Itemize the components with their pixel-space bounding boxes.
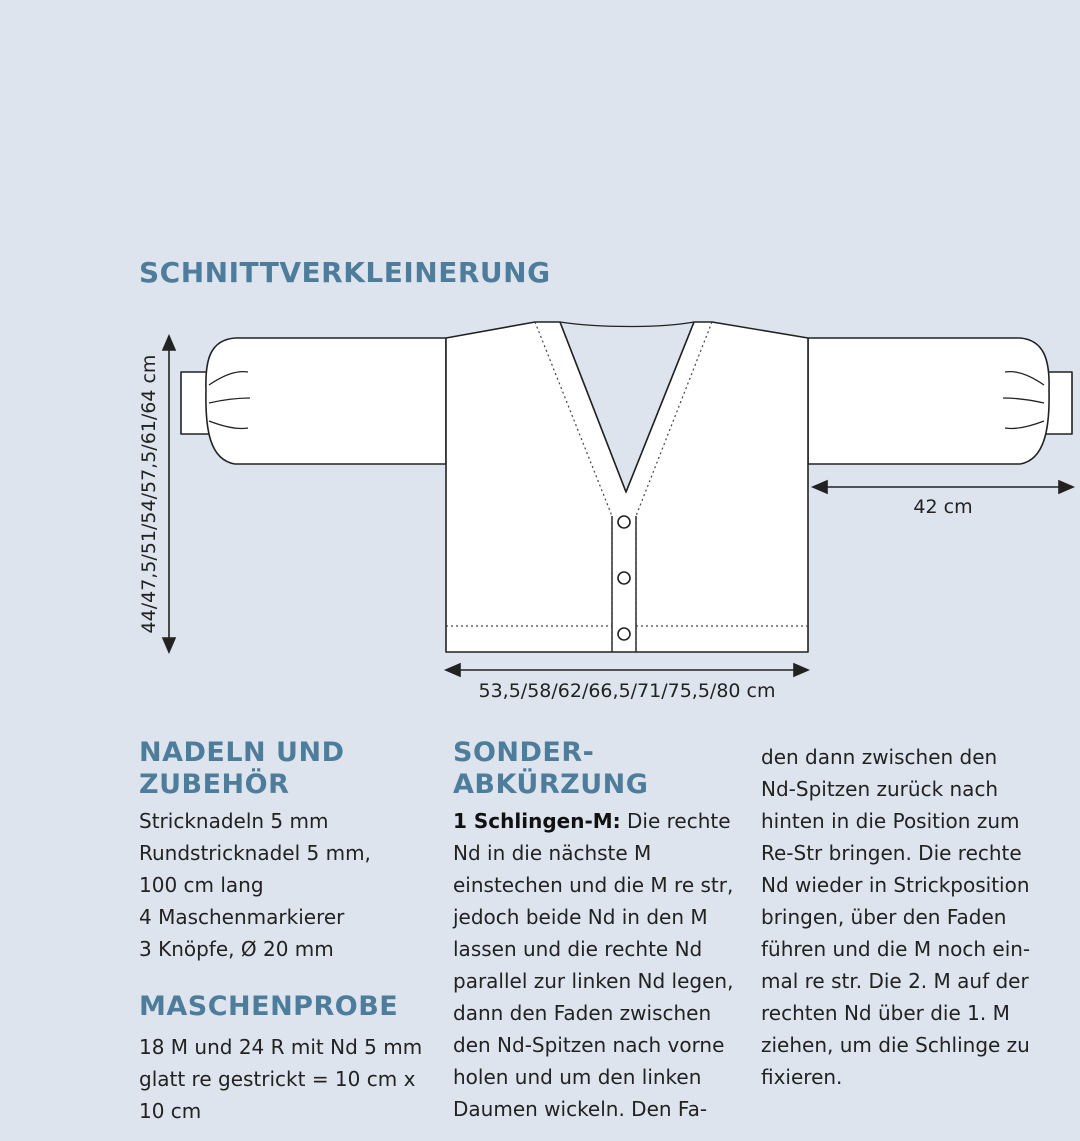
list-item: 3 Knöpfe, Ø 20 mm: [139, 937, 334, 961]
maschenprobe-heading: MASCHENPROBE: [139, 991, 399, 1022]
text-line: glatt re gestrickt = 10 cm x: [139, 1067, 416, 1091]
left-cuff: [181, 372, 209, 434]
cardigan-body: [446, 322, 808, 652]
nadeln-list: [139, 805, 371, 965]
sleeve-dimension: 42 cm: [913, 496, 973, 518]
text-line: ziehen, um die Schlinge zu: [761, 1033, 1030, 1057]
left-sleeve: [206, 338, 446, 464]
term-text: Die rechte: [620, 809, 731, 833]
continued-text: [761, 741, 1030, 1093]
text-line: Nd-Spitzen zurück nach: [761, 777, 999, 801]
sonder-heading-line2: ABKÜRZUNG: [453, 769, 649, 800]
maschenprobe-text: [139, 1031, 422, 1127]
sonder-text: [453, 805, 733, 1125]
text-line: einstechen und die M re str,: [453, 873, 734, 897]
nadeln-heading-line2: ZUBEHÖR: [139, 769, 290, 800]
width-dimension: 53,5/58/62/66,5/71/75,5/80 cm: [478, 680, 776, 702]
term-label: 1 Schlingen-M:: [453, 809, 621, 833]
text-line: jedoch beide Nd in den M: [453, 905, 708, 929]
text-line: dann den Faden zwischen: [453, 1001, 712, 1025]
text-line: parallel zur linken Nd legen,: [453, 969, 734, 993]
text-line: Re-Str bringen. Die rechte: [761, 841, 1022, 865]
button-3: [618, 628, 630, 640]
text-line: den Nd-Spitzen nach vorne: [453, 1033, 725, 1057]
height-dimension: 44/47,5/51/54/57,5/61/64 cm: [138, 354, 160, 634]
schnitt-heading: SCHNITTVERKLEINERUNG: [139, 256, 551, 289]
nadeln-heading-line1: NADELN UND: [139, 737, 345, 768]
text-line: 10 cm: [139, 1099, 202, 1123]
text-line: Daumen wickeln. Den Fa-: [453, 1097, 708, 1121]
sonder-heading-line1: SONDER-: [453, 737, 595, 768]
list-item: 100 cm lang: [139, 873, 264, 897]
text-line: holen und um den linken: [453, 1065, 702, 1089]
text-line: den dann zwischen den: [761, 745, 998, 769]
button-2: [618, 572, 630, 584]
nadeln-heading: [139, 737, 344, 801]
text-line: hinten in die Position zum: [761, 809, 1020, 833]
cardigan-schematic: [0, 320, 1080, 720]
list-item: 4 Maschenmarkierer: [139, 905, 345, 929]
text-line: mal re str. Die 2. M auf der: [761, 969, 1029, 993]
text-line: Nd wieder in Strickposition: [761, 873, 1030, 897]
sonder-heading: [453, 737, 648, 801]
text-line: führen und die M noch ein-: [761, 937, 1031, 961]
right-sleeve: [808, 338, 1049, 464]
text-line: fixieren.: [761, 1065, 843, 1089]
text-line: [453, 805, 733, 837]
button-1: [618, 516, 630, 528]
text-line: lassen und die rechte Nd: [453, 937, 703, 961]
text-line: rechten Nd über die 1. M: [761, 1001, 1010, 1025]
list-item: Rundstricknadel 5 mm,: [139, 841, 371, 865]
text-line: bringen, über den Faden: [761, 905, 1007, 929]
list-item: Stricknadeln 5 mm: [139, 809, 329, 833]
text-line: Nd in die nächste M: [453, 841, 652, 865]
text-line: 18 M und 24 R mit Nd 5 mm: [139, 1035, 423, 1059]
